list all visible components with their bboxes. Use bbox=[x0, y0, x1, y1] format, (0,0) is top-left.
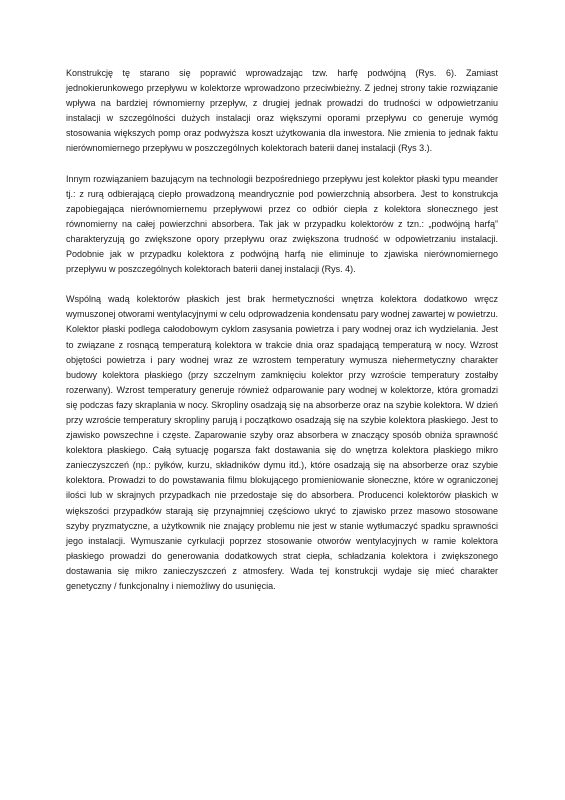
paragraph-meander-collector: Innym rozwiązaniem bazującym na technologii bezpośredniego przepływu jest kolektor płaski typu meander tj.: z rurą odbierającą ciepło prowadzoną meandrycznie pod powierzchnią absorbera. Jest to konstrukcja zapobiegająca nierównomiernemu przepływowi przez co odbiór ciepła z kolektora słonecznego jest równomierny na całej powierzchni absorbera. Tak jak w przypadku kolektorów z tzn.: „podwójną harfą” charakteryzują go zwiększone opory przepływu oraz zwiększona trudność w odpowietrzaniu instalacji. Podobnie jak w przypadku kolektora z podwójną harfą nie eliminuje to zjawiska nierównomiernego przepływu w poszczególnych kolektorach baterii danej instalacji (Rys. 4). bbox=[66, 173, 498, 275]
document-body bbox=[66, 66, 498, 609]
paragraph-double-harp: Konstrukcję tę starano się poprawić wprowadzając tzw. harfę podwójną (Rys. 6). Zamiast jednokierunkowego przepływu w kolektorze wprowadzono przeciwbieżny. Z jednej strony takie rozwiązanie wpływa na bardziej równomierny przepływ, z drugiej jednak prowadzi do trudności w odpowietrzaniu instalacji w szczególności dużych instalacji oraz większymi oporami przepływu co generuje wymóg stosowania większych pomp oraz podwyższa koszt użytkowania dla inwestora. Nie zmienia to jednak faktu nierównomiernego przepływu w poszczególnych kolektorach baterii danej instalacji (Rys 3.). bbox=[66, 68, 498, 154]
paragraph-flat-collector-flaws: Wspólną wadą kolektorów płaskich jest brak hermetyczności wnętrza kolektora dodatkowo wręcz wymuszonej otworami wentylacyjnymi w celu odprowadzenia kondensatu pary wodnej zawartej w powietrzu. Kolektor płaski podlega całodobowym cyklom zasysania powietrza i pary wodnej oraz ich wydzielania. Jest to związane z rosnącą temperaturą kolektora w trakcie dnia oraz spadającą temperaturą w nocy. Wzrost objętości powietrza i pary wodnej wraz ze wzrostem temperatury wymusza niehermetyczny charakter budowy kolektora płaskiego (przy szczelnym zamknięciu kolektor przy wzroście temperatury zostałby rozerwany). Wzrost temperatury generuje również odparowanie pary wodnej w kolektorze, która gromadzi się podczas fazy skraplania w nocy. Skropliny osadzają się na absorberze oraz na szybie kolektora. W dzień przy wzroście temperatury skropliny parują i początkowo osadzają się na szybie kolektora płaskiego. Jest to zjawisko powszechne i częste. Zaparowanie szyby oraz absorbera w znaczący sposób obniża sprawność kolektora płaskiego. Całą sytuację pogarsza fakt dostawania się do wnętrza kolektora płaskiego mikro zanieczyszczeń (np.: pyłków, kurzu, składników dymu itd.), które osadzają się na absorberze oraz szybie kolektora. Prowadzi to do powstawania filmu blokującego promieniowanie słoneczne, które w ograniczonej ilości lub w skrajnych przypadkach nie przedostaje się do absorbera. Producenci kolektorów płaskich w większości przypadków starają się przynajmniej częściowo ukryć to zjawisko przez masowo stosowane szyby pryzmatyczne, a użytkownik nie znający problemu nie jest w stanie wytłumaczyć spadku sprawności jego instalacji. Wymuszanie cyrkulacji poprzez stosowanie otworów wentylacyjnych w ramie kolektora płaskiego prowadzi do generowania dodatkowych strat ciepła, schładzania kolektora i zwiększonego dostawania się mikro zanieczyszczeń z atmosfery. Wada tej konstrukcji wydaje się mieć charakter genetyczny / funkcjonalny i niemożliwy do usunięcia. bbox=[66, 294, 498, 591]
